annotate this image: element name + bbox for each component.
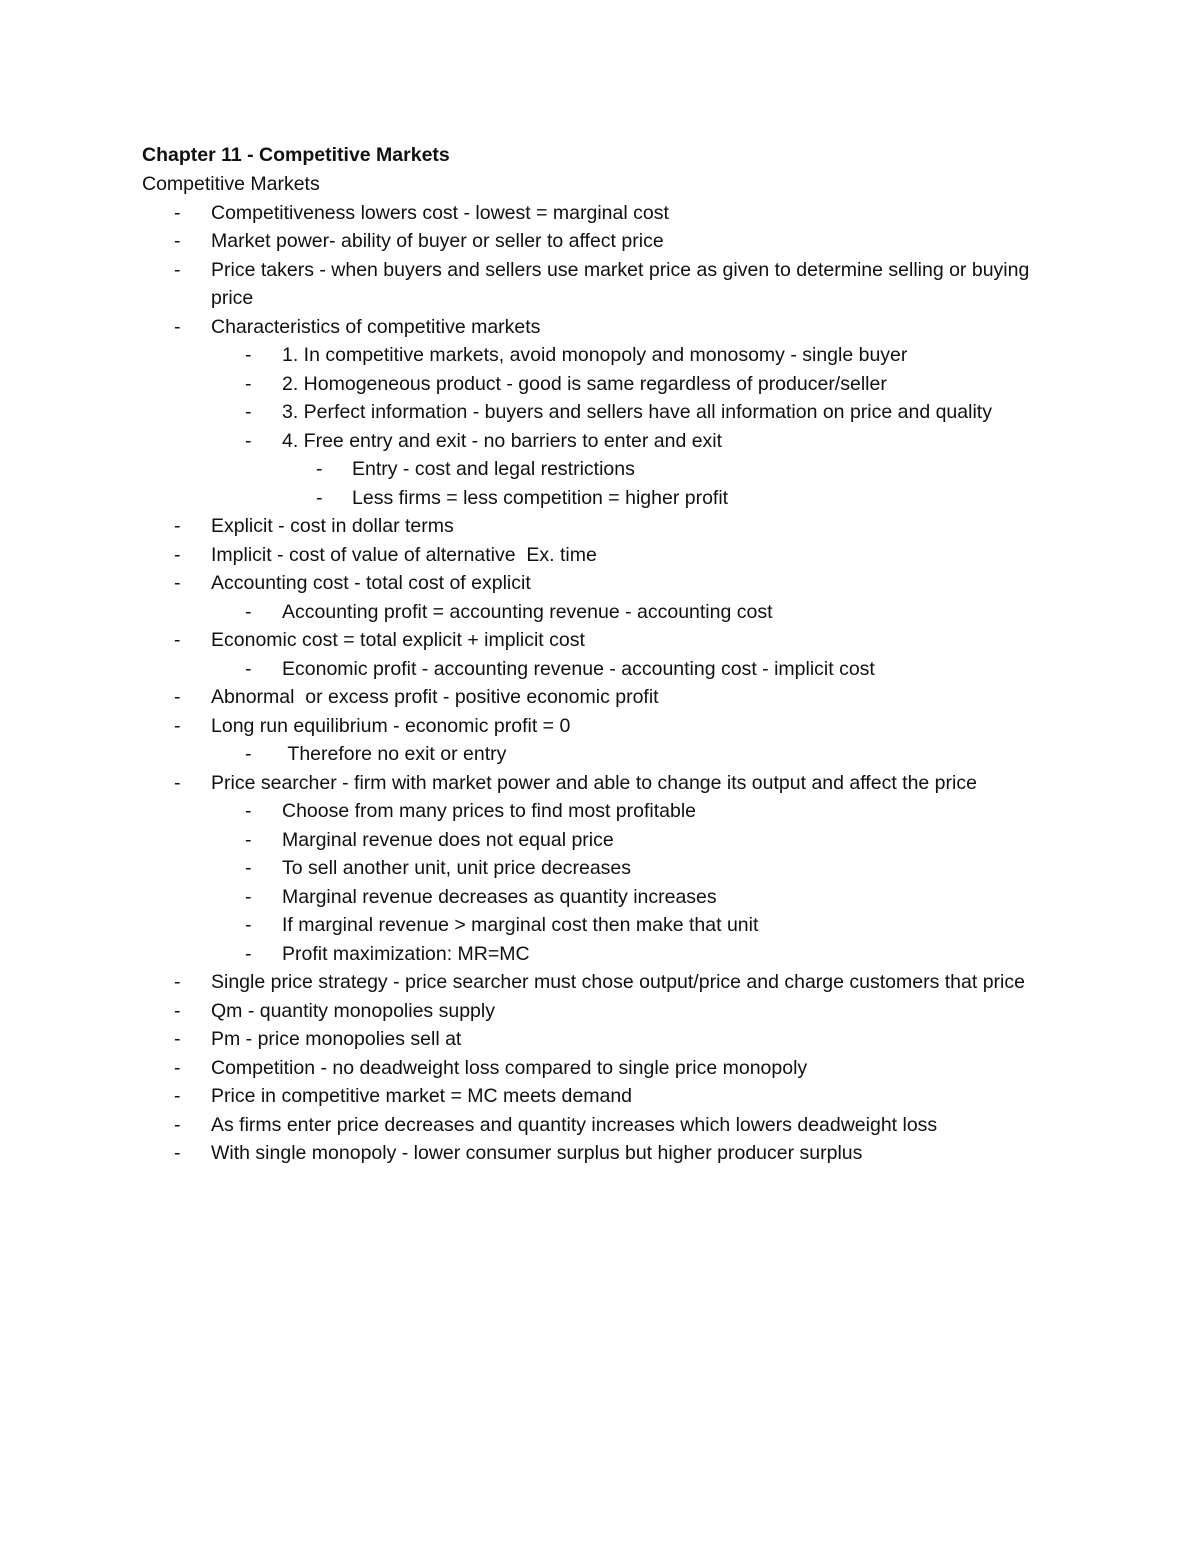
- list-item-text: 1. In competitive markets, avoid monopoly and monosomy - single buyer: [282, 344, 908, 366]
- bullet-dash: -: [245, 401, 252, 423]
- list-item-text: 3. Perfect information - buyers and sellers have all information on price and quality: [282, 401, 992, 423]
- list-item: [0, 341, 1200, 370]
- list-item-text: Profit maximization: MR=MC: [282, 942, 530, 965]
- list-item-text: As firms enter price decreases and quantity increases which lowers deadweight loss: [211, 1113, 938, 1136]
- list-item-text: Accounting cost - total cost of explicit: [211, 572, 531, 594]
- section-heading: Competitive Markets: [142, 173, 320, 195]
- list-item-text: 4. Free entry and exit - no barriers to enter and exit: [282, 429, 723, 452]
- list-item: [0, 484, 1200, 513]
- bullet-dash: -: [174, 1142, 181, 1164]
- bullet-dash: -: [174, 201, 181, 224]
- bullet-dash: -: [174, 543, 181, 566]
- bullet-dash: -: [245, 344, 252, 366]
- list-item-text: Economic cost = total explicit + implicit cost: [211, 629, 585, 651]
- list-item-text: Competitiveness lowers cost - lowest = marginal cost: [211, 201, 669, 224]
- list-item: [0, 1025, 1200, 1054]
- list-item: [0, 1139, 1200, 1168]
- bullet-dash: -: [174, 258, 181, 281]
- list-item-text: Marginal revenue decreases as quantity increases: [282, 885, 717, 908]
- page-title: Chapter 11 - Competitive Markets: [142, 144, 450, 166]
- bullet-dash: -: [174, 1028, 181, 1050]
- list-item: [0, 1111, 1200, 1140]
- list-item-text: Choose from many prices to find most profitable: [282, 800, 697, 822]
- bullet-dash: -: [174, 771, 181, 794]
- list-item-text: 2. Homogeneous product - good is same regardless of producer/seller: [282, 372, 887, 395]
- bullet-dash: -: [245, 800, 252, 822]
- bullet-dash: -: [174, 971, 181, 993]
- list-item-text: Price takers - when buyers and sellers use market price as given to determine selling or buying price: [211, 258, 1035, 309]
- list-item: [0, 569, 1200, 598]
- list-item: [0, 1082, 1200, 1111]
- list-item-text: Characteristics of competitive markets: [211, 315, 541, 338]
- list-item: [0, 712, 1200, 741]
- bullet-dash: -: [174, 230, 181, 252]
- list-item-text: Single price strategy - price searcher must chose output/price and charge customers that price: [211, 971, 1025, 993]
- bullet-dash: -: [245, 657, 252, 680]
- list-item-text: Therefore no exit or entry: [282, 743, 507, 765]
- list-item: [0, 683, 1200, 712]
- list-item: [0, 854, 1200, 883]
- list-item: [0, 227, 1200, 256]
- list-item: [0, 455, 1200, 484]
- list-item-text: Competition - no deadweight loss compared to single price monopoly: [211, 1056, 808, 1079]
- list-item-text: Market power- ability of buyer or seller to affect price: [211, 230, 664, 252]
- bullet-list: [0, 199, 1200, 1168]
- bullet-dash: -: [174, 572, 181, 594]
- list-item-text: If marginal revenue > marginal cost then make that unit: [282, 914, 759, 936]
- bullet-dash: -: [174, 1113, 181, 1136]
- bullet-dash: -: [245, 600, 252, 623]
- bullet-dash: -: [245, 828, 252, 851]
- list-item-text: Long run equilibrium - economic profit = 0: [211, 714, 571, 737]
- list-item: [0, 598, 1200, 627]
- list-item-text: With single monopoly - lower consumer surplus but higher producer surplus: [211, 1142, 863, 1164]
- bullet-dash: -: [245, 372, 252, 395]
- list-item: [0, 398, 1200, 427]
- list-item: [0, 968, 1200, 997]
- list-item-text: Accounting profit = accounting revenue - accounting cost: [282, 600, 773, 623]
- bullet-dash: -: [174, 315, 181, 338]
- list-item: [0, 370, 1200, 399]
- list-item: [0, 512, 1200, 541]
- list-item-text: Marginal revenue does not equal price: [282, 828, 614, 851]
- list-item-text: Entry - cost and legal restrictions: [352, 458, 635, 480]
- bullet-dash: -: [245, 429, 252, 452]
- bullet-dash: -: [245, 942, 252, 965]
- list-item: [0, 740, 1200, 769]
- bullet-dash: -: [245, 743, 252, 765]
- list-item: [0, 626, 1200, 655]
- list-item: [0, 655, 1200, 684]
- list-item-text: Price searcher - firm with market power and able to change its output and affect the price: [211, 771, 977, 794]
- list-item: [0, 541, 1200, 570]
- bullet-dash: -: [174, 1085, 181, 1107]
- list-item-text: Economic profit - accounting revenue - accounting cost - implicit cost: [282, 657, 875, 680]
- bullet-dash: -: [245, 885, 252, 908]
- bullet-dash: -: [174, 686, 181, 708]
- bullet-dash: -: [174, 714, 181, 737]
- list-item-text: Explicit - cost in dollar terms: [211, 515, 454, 537]
- list-item: [0, 1054, 1200, 1083]
- list-item: [0, 826, 1200, 855]
- list-item: [0, 797, 1200, 826]
- list-item: [0, 199, 1200, 228]
- list-item-text: Qm - quantity monopolies supply: [211, 999, 495, 1022]
- bullet-dash: -: [316, 458, 323, 480]
- list-item: [0, 256, 1200, 313]
- list-item-text: Pm - price monopolies sell at: [211, 1028, 462, 1050]
- list-item: [0, 911, 1200, 940]
- bullet-dash: -: [245, 914, 252, 936]
- bullet-dash: -: [174, 515, 181, 537]
- list-item: [0, 313, 1200, 342]
- list-item: [0, 427, 1200, 456]
- bullet-dash: -: [316, 486, 323, 509]
- bullet-dash: -: [174, 629, 181, 651]
- bullet-dash: -: [174, 1056, 181, 1079]
- list-item-text: To sell another unit, unit price decreases: [282, 857, 632, 879]
- list-item: [0, 940, 1200, 969]
- list-item-text: Price in competitive market = MC meets demand: [211, 1085, 633, 1107]
- bullet-dash: -: [174, 999, 181, 1022]
- list-item: [0, 883, 1200, 912]
- list-item-text: Implicit - cost of value of alternative Ex. time: [211, 543, 597, 566]
- list-item: [0, 997, 1200, 1026]
- bullet-dash: -: [245, 857, 252, 879]
- list-item-text: Abnormal or excess profit - positive economic profit: [211, 686, 659, 708]
- list-item: [0, 769, 1200, 798]
- list-item-text: Less firms = less competition = higher profit: [352, 486, 729, 509]
